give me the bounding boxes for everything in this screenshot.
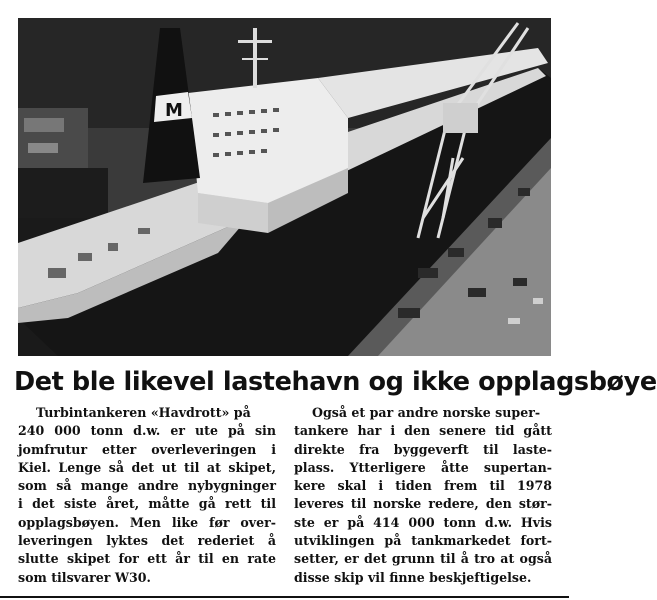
funnel-letter: M	[165, 100, 183, 121]
text-line: utviklingen på tankmarkedet fort-	[294, 533, 552, 549]
text-line: plass. Ytterligere åtte supertan-	[294, 459, 552, 475]
text-line: direkte fra byggeverft til laste-	[294, 441, 552, 457]
text-line: Turbintankeren «Havdrott» på	[36, 405, 251, 420]
text-line: kere skal i tiden frem til 1978	[294, 478, 552, 494]
text-line: 240 000 tonn d.w. er ute på sin	[18, 423, 276, 439]
text-line: Også et par andre norske super-	[312, 405, 541, 420]
text-line: setter, er det grunn til å tro at også	[294, 551, 552, 567]
text-line: Kiel. Lenge så det ut til at skipet,	[18, 459, 276, 475]
text-line: ste er på 414 000 tonn d.w. Hvis	[294, 514, 552, 530]
text-line: som tilsvarer W30.	[18, 569, 151, 585]
text-line: leveringen lyktes det rederiet å	[18, 533, 276, 549]
bottom-rule	[0, 596, 569, 598]
tanker-photo	[18, 18, 551, 356]
text-line: opplagsbøyen. Men like før over-	[18, 514, 276, 530]
tanker-photo-illustration	[18, 18, 551, 356]
text-line: tankere har i den senere tid gått	[294, 423, 552, 439]
article-column-left	[18, 404, 276, 587]
text-line: disse skip vil finne beskjeftigelse.	[294, 569, 532, 585]
text-line: som så mange andre nybygninger	[18, 478, 276, 494]
headline: Det ble likevel lastehavn og ikke opplagsbøye	[14, 367, 657, 397]
text-line: slutte skipet for ett år til en rate	[18, 551, 276, 567]
text-line: i det siste året, måtte gå rett til	[18, 496, 276, 512]
text-line: leveres til norske redere, den stør-	[294, 496, 552, 512]
text-line: jomfrutur etter overleveringen i	[18, 441, 276, 457]
article-column-right	[294, 404, 552, 587]
